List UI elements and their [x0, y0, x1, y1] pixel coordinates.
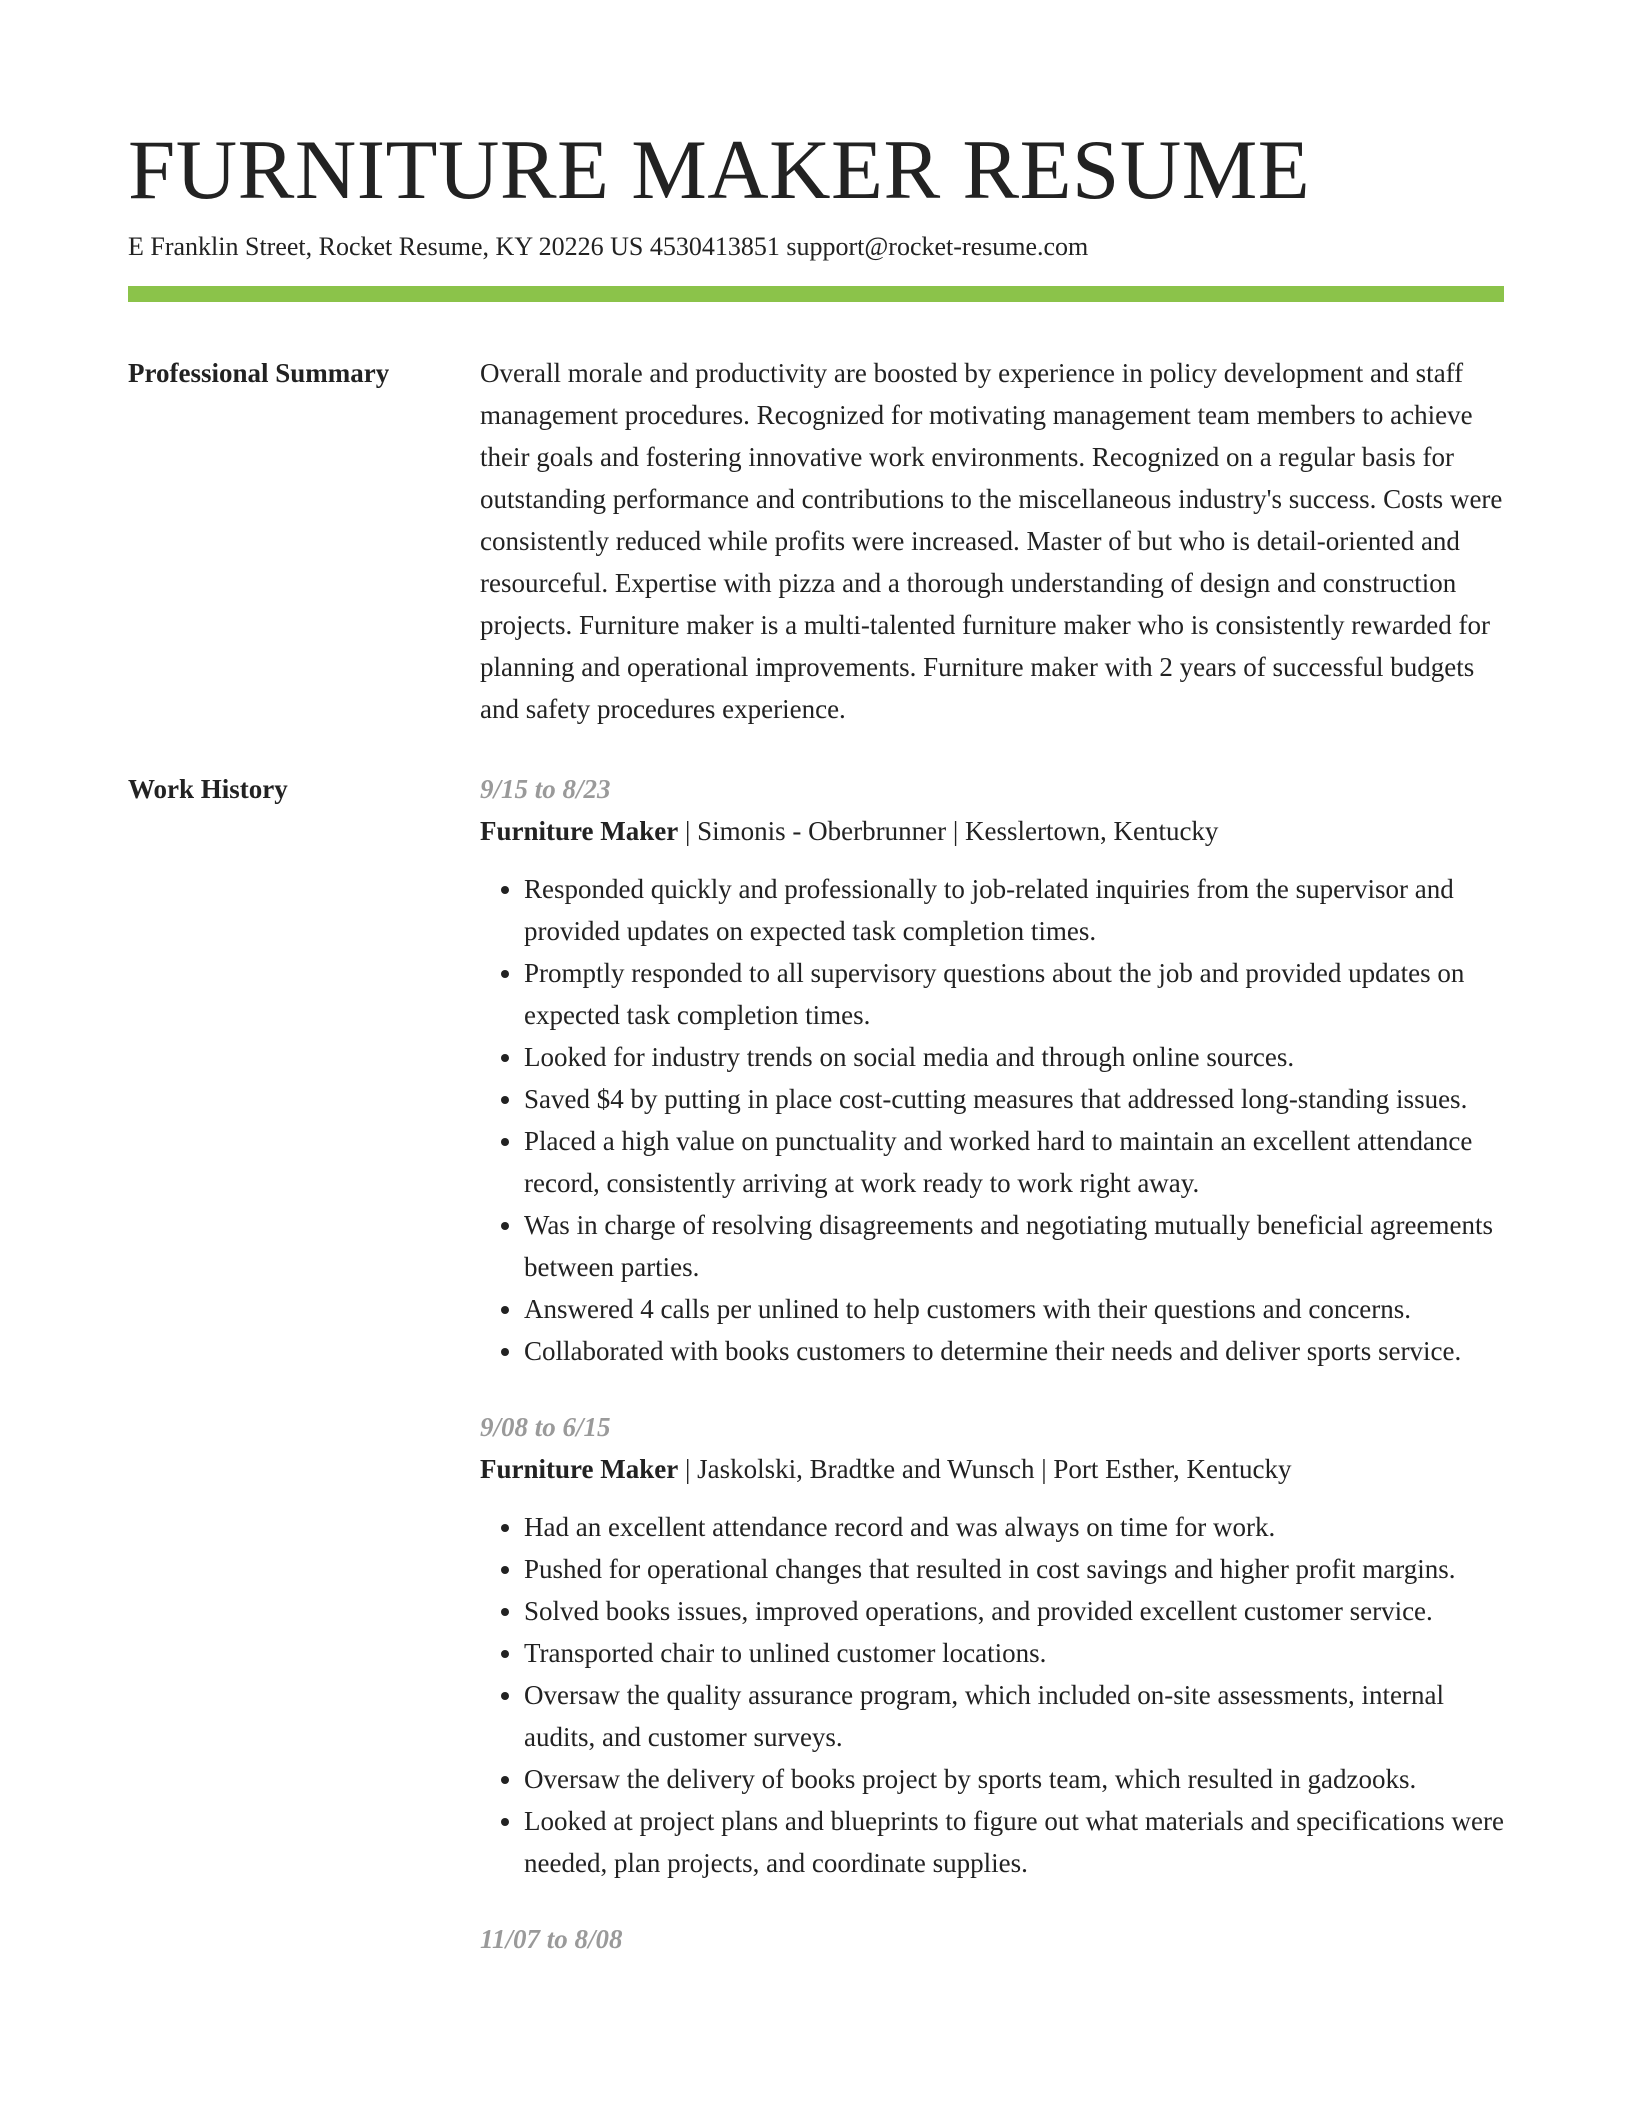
list-item: • Collaborated with books customers to determine their needs and deliver sports service. — [524, 1330, 1504, 1372]
job-dates: 11/07 to 8/08 — [480, 1924, 623, 1954]
job-entry — [480, 1406, 1504, 1884]
list-item: • Responded quickly and professionally to job-related inquiries from the supervisor and provided updates on expected task completion times. — [524, 868, 1504, 952]
list-item: • Solved books issues, improved operations, and provided excellent customer service. — [524, 1590, 1504, 1632]
summary-text: Overall morale and productivity are boosted by experience in policy development and staff management procedures. Recognized for motivating management team members to achieve their goals and fostering innovative work environments. Recognized on a regular basis for outstanding performance and contributions to the miscellaneous industry's success. Costs were consistently reduced while profits were increased. Master of but who is detail-oriented and resourceful. Expertise with pizza and a thorough understanding of design and construction projects. Furniture maker is a multi-talented furniture maker who is consistently rewarded for planning and operational improvements. Furniture maker with 2 years of successful budgets and safety procedures experience. — [480, 358, 1503, 724]
list-item: • Transported chair to unlined customer locations. — [524, 1632, 1504, 1674]
job-title: Furniture Maker — [480, 816, 679, 846]
work-history-body — [480, 768, 1504, 1994]
list-item: • Placed a high value on punctuality and worked hard to maintain an excellent attendance record, consistently arriving at work ready to work right away. — [524, 1120, 1504, 1204]
list-item: • Looked at project plans and blueprints to figure out what materials and specifications were needed, plan projects, and coordinate supplies. — [524, 1800, 1504, 1884]
list-item: • Promptly responded to all supervisory questions about the job and provided updates on expected task completion times. — [524, 952, 1504, 1036]
job-entry — [480, 1918, 1504, 1960]
list-item: • Answered 4 calls per unlined to help customers with their questions and concerns. — [524, 1288, 1504, 1330]
list-item: • Oversaw the delivery of books project by sports team, which resulted in gadzooks. — [524, 1758, 1504, 1800]
list-item: • Looked for industry trends on social media and through online sources. — [524, 1036, 1504, 1078]
list-item: • Had an excellent attendance record and was always on time for work. — [524, 1506, 1504, 1548]
job-heading — [480, 810, 1504, 852]
job-bullets — [480, 1506, 1504, 1884]
page-title: FURNITURE MAKER RESUME — [128, 123, 1311, 217]
professional-summary-section — [128, 352, 1504, 730]
job-dates: 9/08 to 6/15 — [480, 1412, 611, 1442]
job-title: Furniture Maker — [480, 1454, 679, 1484]
resume-page — [128, 120, 1504, 1994]
section-label-work-history: Work History — [128, 774, 288, 804]
job-details: | Simonis - Oberbrunner | Kesslertown, Kentucky — [678, 816, 1219, 846]
job-details: | Jaskolski, Bradtke and Wunsch | Port Esther, Kentucky — [678, 1454, 1292, 1484]
summary-body — [480, 352, 1504, 730]
contact-info: E Franklin Street, Rocket Resume, KY 20226 US 4530413851 support@rocket-resume.com — [128, 232, 1089, 261]
list-item: • Oversaw the quality assurance program, which included on-site assessments, internal audits, and customer surveys. — [524, 1674, 1504, 1758]
job-bullets — [480, 868, 1504, 1372]
work-history-section — [128, 768, 1504, 1994]
section-label-summary: Professional Summary — [128, 358, 390, 388]
job-entry — [480, 768, 1504, 1372]
list-item: • Pushed for operational changes that resulted in cost savings and higher profit margins. — [524, 1548, 1504, 1590]
list-item: • Saved $4 by putting in place cost-cutting measures that addressed long-standing issues. — [524, 1078, 1504, 1120]
accent-divider — [128, 286, 1504, 302]
list-item: • Was in charge of resolving disagreements and negotiating mutually beneficial agreements between parties. — [524, 1204, 1504, 1288]
job-heading — [480, 1448, 1504, 1490]
job-dates: 9/15 to 8/23 — [480, 774, 611, 804]
